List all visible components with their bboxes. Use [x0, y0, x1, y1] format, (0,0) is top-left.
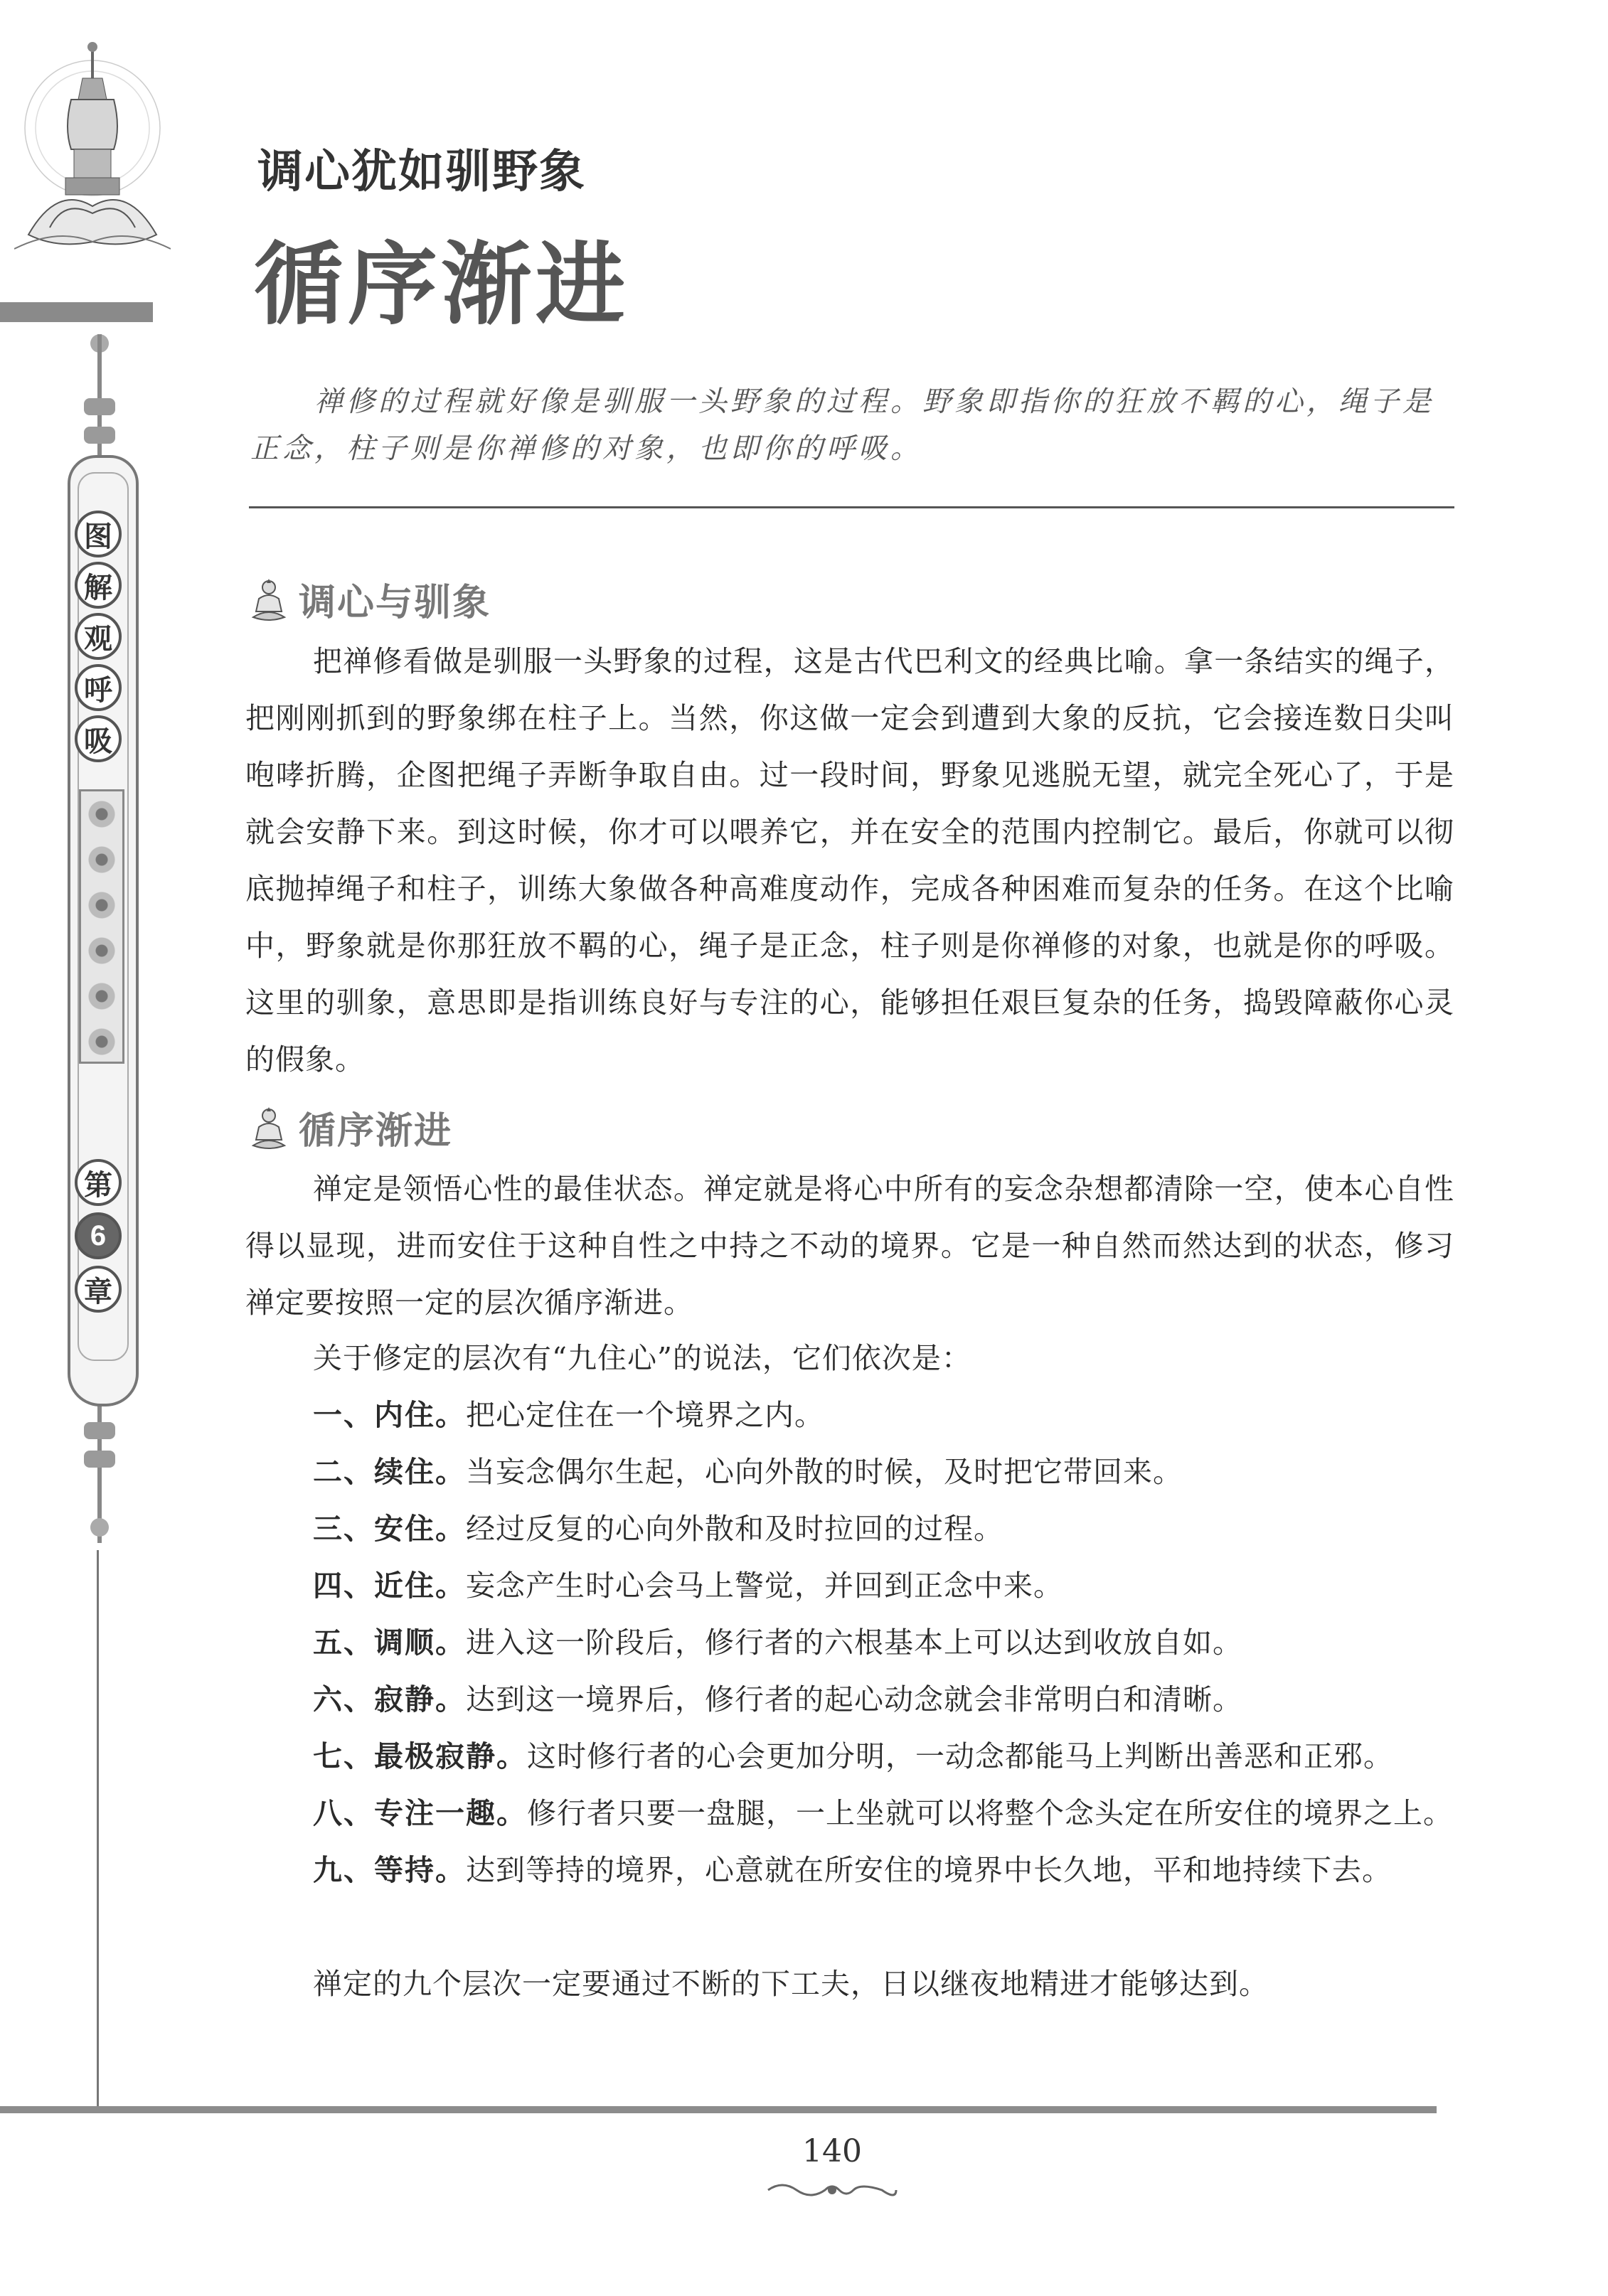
stage-text: 经过反复的心向外散和及时拉回的过程。 [466, 1512, 1003, 1546]
intro-summary: 禅修的过程就好像是驯服一头野象的过程。野象即指你的狂放不羁的心，绳子是正念，柱子则是你禅修的对象，也即你的呼吸。 [250, 385, 1434, 465]
chapter-char-2: 章 [75, 1266, 122, 1313]
nine-stages-list [245, 1387, 1454, 1899]
stage-term: 六、寂静。 [313, 1682, 466, 1716]
book-title-char-1: 图 [75, 511, 122, 557]
list-item [245, 1387, 1454, 1443]
list-item [245, 1728, 1454, 1785]
stage-text: 进入这一阶段后，修行者的六根基本上可以达到收放自如。 [466, 1625, 1242, 1660]
list-item [245, 1842, 1454, 1899]
section-paragraph: 把禅修看做是驯服一头野象的过程，这是古代巴利文的经典比喻。拿一条结实的绳子，把刚刚抓到的野象绑在柱子上。当然，你这做一定会到遭到大象的反抗，它会接连数日尖叫咆哮折腾，企图把绳子弄断争取自由。过一段时间，野象见逃脱无望，就完全死心了，于是就会安静下来。到这时候，你才可以喂养它，并在安全的范围内控制它。最后，你就可以彻底抛掉绳子和柱子，训练大象做各种高难度动作，完成各种困难而复杂的任务。在这个比喻中，野象就是你那狂放不羁的心，绳子是正念，柱子则是你禅修的对象，也就是你的呼吸。这里的驯象，意思即是指训练良好与专注的心，能够担任艰巨复杂的任务，捣毁障蔽你心灵的假象。 [245, 644, 1454, 1077]
page-title: 循序渐进 [254, 233, 629, 337]
scroll-flower-pattern [79, 789, 124, 1064]
stage-term: 二、续住。 [313, 1455, 466, 1489]
stage-term: 九、等持。 [313, 1853, 466, 1887]
footer-rule [0, 2106, 1437, 2113]
section-title: 调心与驯象 [299, 581, 491, 624]
closing-paragraph: 禅定的九个层次一定要通过不断的下工夫，日以继夜地精进才能够达到。 [313, 1967, 1269, 2001]
chapter-char-1: 第 [75, 1159, 122, 1206]
stupa-lotus-emblem [14, 21, 171, 284]
stage-text: 把心定住在一个境界之内。 [466, 1398, 824, 1432]
list-item [245, 1614, 1454, 1671]
book-title-char-3: 观 [75, 613, 122, 660]
stage-term: 八、专注一趣。 [313, 1796, 527, 1830]
stage-text: 达到等持的境界，心意就在所安住的境界中长久地，平和地持续下去。 [466, 1853, 1392, 1887]
scroll-top-cap-2 [84, 427, 115, 444]
left-vertical-rule [97, 1550, 99, 2112]
section-title: 循序渐进 [299, 1109, 453, 1153]
stage-term: 七、最极寂静。 [313, 1739, 527, 1773]
list-item [245, 1785, 1454, 1842]
scroll-bottom-cap-2 [84, 1451, 115, 1468]
stage-text: 当妄念偶尔生起，心向外散的时候，及时把它带回来。 [466, 1455, 1183, 1489]
stage-text: 修行者只要一盘腿，一上坐就可以将整个念头定在所安住的境界之上。 [527, 1796, 1453, 1830]
meditating-figure-icon [250, 577, 287, 621]
section-paragraph: 关于修定的层次有“九住心”的说法，它们依次是： [313, 1341, 971, 1375]
stage-text: 这时修行者的心会更加分明，一动念都能马上判断出善恶和正邪。 [527, 1739, 1393, 1773]
list-item [245, 1557, 1454, 1614]
book-title-char-2: 解 [75, 562, 122, 609]
meditating-figure-icon [250, 1106, 287, 1150]
stage-term: 三、安住。 [313, 1512, 466, 1546]
stage-term: 四、近住。 [313, 1569, 466, 1603]
chapter-number: 6 [75, 1212, 122, 1259]
list-item [245, 1443, 1454, 1500]
section-heading-1 [250, 572, 491, 626]
header-gray-bar [0, 302, 153, 322]
page-number: 140 [802, 2133, 862, 2169]
book-title-char-5: 吸 [75, 715, 122, 762]
stage-text: 达到这一境界后，修行者的起心动念就会非常明白和清晰。 [466, 1682, 1242, 1716]
section-paragraph: 禅定是领悟心性的最佳状态。禅定就是将心中所有的妄念杂想都清除一空，使本心自性得以显现，进而安住于这种自性之中持之不动的境界。它是一种自然而然达到的状态，修习禅定要按照一定的层次循序渐进。 [245, 1172, 1454, 1320]
stage-term: 五、调顺。 [313, 1625, 466, 1660]
intro-divider [249, 506, 1454, 508]
stage-term: 一、内住。 [313, 1398, 466, 1432]
section-heading-2 [250, 1101, 452, 1154]
scroll-bottom-cap [84, 1422, 115, 1439]
stage-text: 妄念产生时心会马上警觉，并回到正念中来。 [466, 1569, 1063, 1603]
list-item [245, 1671, 1454, 1728]
list-item [245, 1500, 1454, 1557]
page-subtitle: 调心犹如驯野象 [257, 146, 586, 198]
footer-flourish-ornament [761, 2176, 903, 2204]
book-title-char-4: 呼 [75, 664, 122, 711]
scroll-bottom-knob [90, 1518, 109, 1537]
scroll-top-cap [84, 398, 115, 415]
